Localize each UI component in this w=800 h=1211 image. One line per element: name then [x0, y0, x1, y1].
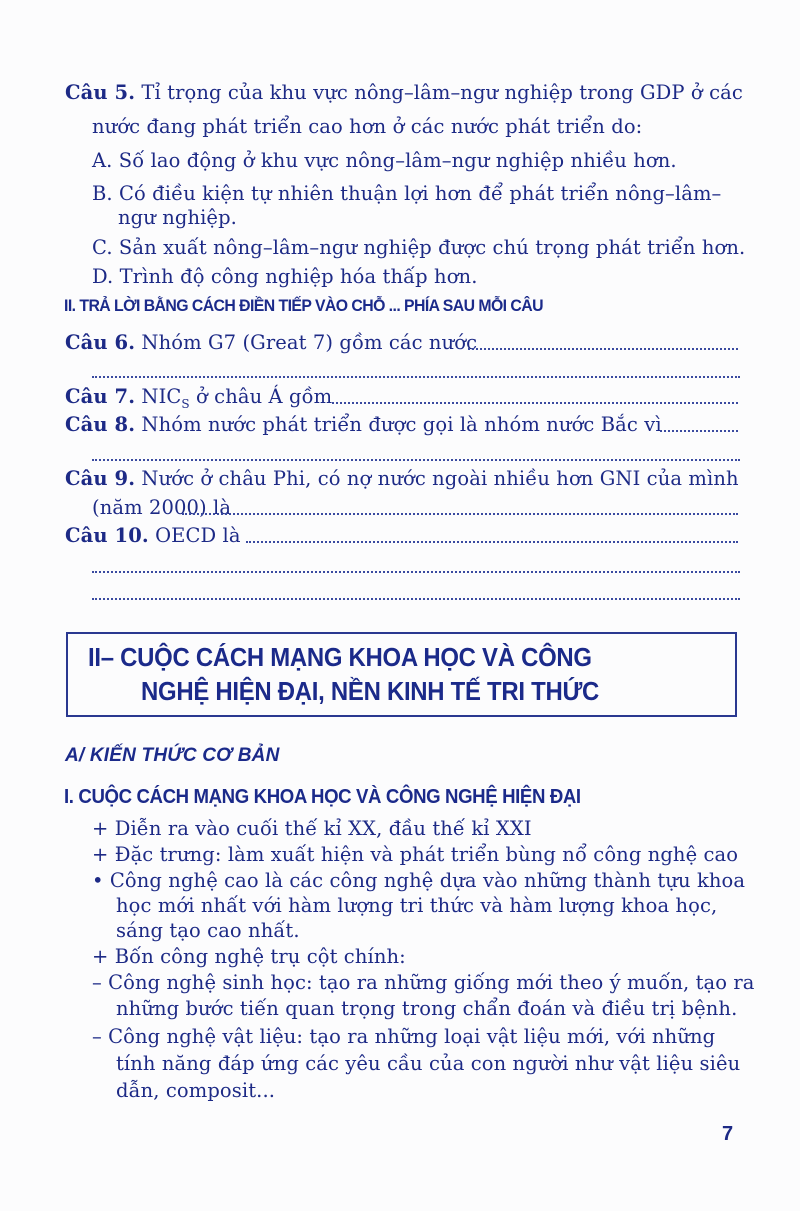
chapter-title-line1: II– CUỘC CÁCH MẠNG KHOA HỌC VÀ CÔNG	[88, 642, 592, 672]
question-text: $NIC_S$ ở châu Á gồm	[141, 385, 333, 411]
list-item: + Đặc trưng: làm xuất hiện và phát triển bùng nổ công nghệ cao	[92, 843, 739, 866]
option-d: D. Trình độ công nghiệp hóa thấp hơn.	[92, 265, 478, 288]
question-label: Câu 10.	[65, 524, 149, 547]
question-6	[65, 331, 477, 355]
question-text: Tỉ trọng của khu vực nông–lâm–ngư nghiệp trong GDP ở các	[141, 81, 743, 104]
list-item-cont: dẫn, composit...	[116, 1079, 276, 1102]
question-text: Nước ở châu Phi, có nợ nước ngoài nhiều hơn GNI của mình	[141, 467, 739, 490]
chapter-title-line2: NGHỆ HIỆN ĐẠI, NỀN KINH TẾ TRI THỨC	[141, 676, 600, 706]
question-label: Câu 6.	[65, 331, 136, 354]
fill-section-heading: II. TRẢ LỜI BẰNG CÁCH ĐIỀN TIẾP VÀO CHỖ ... PHÍA SAU MỖI CÂU	[64, 296, 543, 315]
question-9-line1	[65, 467, 739, 491]
subsection-heading: A/ KIẾN THỨC CƠ BẢN	[65, 745, 280, 766]
question-5-line1	[65, 81, 743, 105]
answer-blank[interactable]	[92, 457, 740, 461]
answer-blank[interactable]	[92, 569, 740, 573]
answer-blank[interactable]	[332, 400, 738, 404]
question-10	[65, 524, 241, 548]
question-text: OECD là	[155, 524, 241, 547]
option-b: B. Có điều kiện tự nhiên thuận lợi hơn để phát triển nông–lâm–	[92, 182, 722, 205]
answer-blank[interactable]	[92, 374, 740, 378]
list-item-cont: tính năng đáp ứng các yêu cầu của con người như vật liệu siêu	[116, 1052, 741, 1075]
question-7	[65, 385, 332, 416]
option-a: A. Số lao động ở khu vực nông–lâm–ngư nghiệp nhiều hơn.	[92, 149, 677, 172]
chapter-title-box	[66, 632, 737, 717]
list-item: + Diễn ra vào cuối thế kỉ XX, đầu thế kỉ XXI	[92, 817, 532, 840]
section-i-heading: I. CUỘC CÁCH MẠNG KHOA HỌC VÀ CÔNG NGHỆ HIỆN ĐẠI	[64, 786, 581, 808]
question-9-line2: (năm 2000) là	[92, 496, 232, 519]
list-item-cont: học mới nhất với hàm lượng tri thức và hàm lượng khoa học,	[116, 894, 718, 917]
list-item: – Công nghệ vật liệu: tạo ra những loại vật liệu mới, với những	[92, 1025, 716, 1048]
question-label: Câu 8.	[65, 413, 136, 436]
option-b-cont: ngư nghiệp.	[118, 206, 237, 229]
answer-blank[interactable]	[468, 346, 738, 350]
question-8	[65, 413, 662, 437]
question-label: Câu 9.	[65, 467, 136, 490]
answer-blank[interactable]	[92, 596, 740, 600]
question-text: Nhóm G7 (Great 7) gồm các nước	[141, 331, 478, 354]
answer-blank[interactable]	[182, 511, 738, 515]
answer-blank[interactable]	[246, 539, 738, 543]
question-text: Nhóm nước phát triển được gọi là nhóm nước Bắc vì	[141, 413, 662, 436]
page-number: 7	[722, 1123, 734, 1145]
list-item-cont: những bước tiến quan trọng trong chẩn đoán và điều trị bệnh.	[116, 997, 738, 1020]
question-label: Câu 5.	[65, 81, 136, 104]
question-5-line2: nước đang phát triển cao hơn ở các nước phát triển do:	[92, 115, 643, 138]
option-c: C. Sản xuất nông–lâm–ngư nghiệp được chú trọng phát triển hơn.	[92, 236, 746, 259]
list-item: – Công nghệ sinh học: tạo ra những giống mới theo ý muốn, tạo ra	[92, 971, 755, 994]
list-item: + Bốn công nghệ trụ cột chính:	[92, 945, 406, 968]
list-item: • Công nghệ cao là các công nghệ dựa vào những thành tựu khoa	[92, 869, 746, 892]
list-item-cont: sáng tạo cao nhất.	[116, 919, 300, 942]
answer-blank[interactable]	[660, 428, 738, 432]
question-label: Câu 7.	[65, 385, 136, 408]
